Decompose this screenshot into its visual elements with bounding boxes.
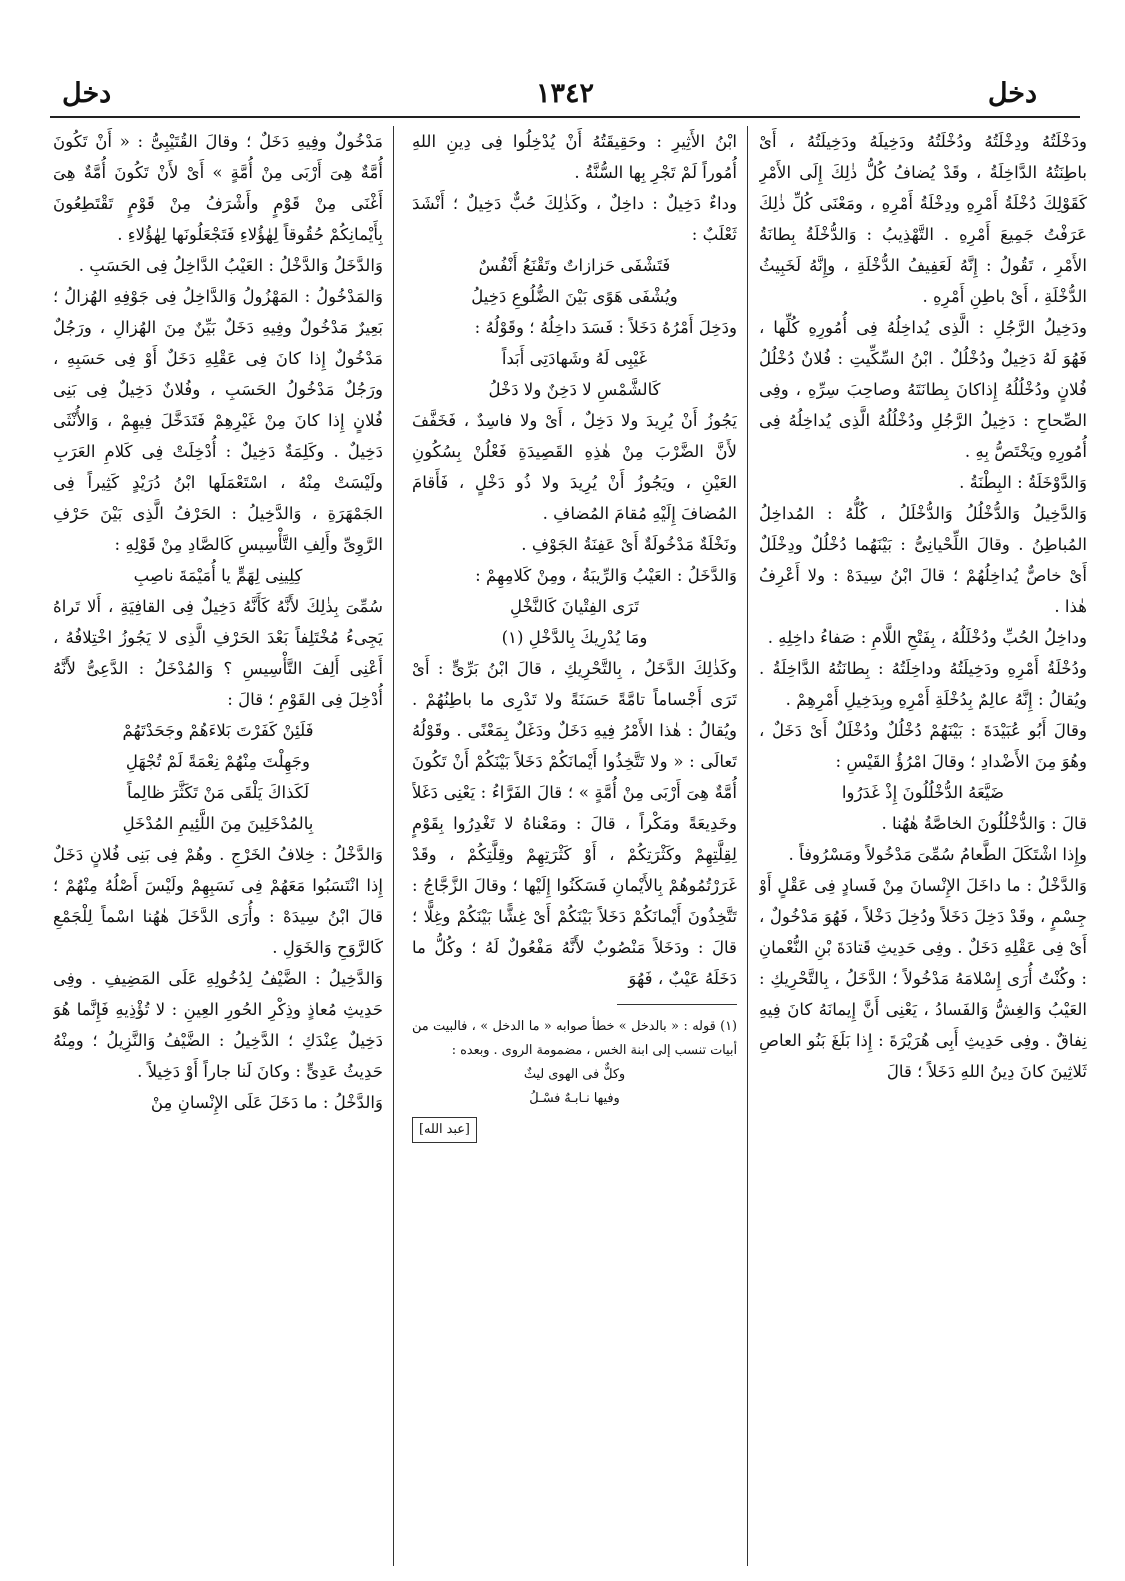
verse-line: ويُشْفَى هَوًى بَيْنَ الضُّلُوعِ دَخِيلُ	[471, 287, 678, 306]
headword-left: دخل	[62, 78, 112, 109]
verse-line: ضَيَّعَهُ الدُّخْلُلُونَ إِذْ غَدَرُوا	[841, 783, 1005, 802]
page-header	[50, 78, 1075, 118]
paragraph: وداءٌ دَخِيلٌ : داخِلٌ ، وكَذٰلِكَ حُبٌّ دَخِيلٌ ؛ أَنْشَدَ ثَعْلَبٌ :	[412, 194, 737, 244]
paragraph: وَالدَّخْلُ : ما دَخَلَ عَلَى الإِنْسانِ مِنْ	[150, 1093, 383, 1112]
footnote-signature: [عبد الله]	[412, 1117, 477, 1143]
column-right	[759, 126, 1087, 1566]
paragraph: قالَ : وَالدُّخْلُلُونَ الخاصَّةُ هٰهُنا .	[881, 814, 1087, 833]
verse-line: لَكَذاكَ يَلْقَى مَنْ تَكَثَّرَ ظالِماً	[126, 783, 310, 802]
paragraph: ودُخْلَةُ أَمْرِهِ ودَخِيلَتُهُ وداخِلَتُهُ : بِطانَتُهُ الدَّاخِلَةُ . ويُقالُ : إِنَّهُ عالِمٌ بِدُخْلَةِ أَمْرِهِ وبِدَخِيلِ أَمْرِهِمْ .	[759, 659, 1087, 709]
page-number: ١٣٤٢	[535, 78, 594, 109]
paragraph: وَالدَّخْلُ : خِلافُ الخَرْجِ . وهُمْ فِى بَنِى فُلانٍ دَخَلٌ إِذا انْتَسَبُوا مَعَهُمْ فِى نَسَبِهِمْ ولَيْسَ أَصْلُهُ مِنْهُمْ ؛ قالَ ابْنُ سِيدَهْ : وأُرَى الدَّخَلَ هٰهُنا اسْماً لِلْجَمْعِ كَالرَّوَحِ وَالخَوَلِ .	[53, 845, 383, 957]
paragraph: وقالَ أَبُو عُبَيْدَةَ : بَيْنَهُمْ دُخْلُلٌ ودُخْلَلٌ أَىْ دَخَلٌ ، وهُوَ مِنَ الأَضْدادِ ؛ وقالَ امْرُؤُ القَيْسِ :	[759, 721, 1087, 771]
verse-line: فَلَئِنْ كَفَرْتَ بَلاءَهُمْ وجَحَدْتَهُمْ	[122, 721, 314, 740]
footnote-verse: وفيها نـابـهٌ فسْـلُ	[529, 1091, 620, 1106]
paragraph: وَالمَدْخُولُ : المَهْزُولُ وَالدَّاخِلُ فِى جَوْفِهِ الهُزالُ ؛ بَعِيرٌ مَدْخُولٌ وفِيهِ دَخَلٌ بَيِّنٌ مِنَ الهُزالِ ، ورَجُلٌ مَدْخُولٌ إِذا كانَ فِى عَقْلِهِ دَخَلٌ أَوْ فِى حَسَبِهِ ، ورَجُلٌ مَدْخُولُ الحَسَبِ ، وفُلانٌ دَخِيلٌ فِى بَنِى فُلانٍ إِذا كانَ مِنْ غَيْرِهِمْ فَتَدَخَّلَ فِيهِمْ ، وَالأُنْثَى دَخِيلٌ . وكَلِمَةٌ دَخِيلٌ : أُدْخِلَتْ فِى كَلامِ العَرَبِ ولَيْسَتْ مِنْهُ ، اسْتَعْمَلَها ابْنُ دُرَيْدٍ كَثِيراً فِى الجَمْهَرَةِ ، وَالدَّخِيلُ : الحَرْفُ الَّذِى بَيْنَ حَرْفِ الرَّوِىِّ وأَلِفِ التَّأْسِيسِ كَالصَّادِ مِنْ قَوْلِهِ :	[53, 287, 383, 554]
paragraph: ودَخْلَتُهُ ودِخْلَتُهُ ودُخْلَتُهُ ودَخِيلَهُ ودَخِيلَتُهُ ، أَىْ باطِنَتُهُ الدَّاخِلَةُ ، وقَدْ يُضافُ كُلُّ ذٰلِكَ إِلَى الأَمْرِ كَقَوْلِكَ دُخْلَةُ أَمْرِهِ ودِخْلَةُ أَمْرِهِ ، ومَعْنَى كُلِّ ذٰلِكَ عَرَفْتُ جَمِيعَ أَمْرِهِ . التَّهْذِيبُ : وَالدُّخْلَةُ بِطانَةُ الأَمْرِ ، تَقُولُ : إِنَّهُ لَعَفِيفُ الدُّخْلَةِ ، وإِنَّهُ لَخَبِيثُ الدُّخْلَةِ ، أَىْ باطِنِ أَمْرِهِ .	[759, 132, 1087, 306]
paragraph: ودَخِلَ أَمْرُهُ دَخَلاً : فَسَدَ داخِلُهُ ؛ وقَوْلُهُ :	[474, 318, 737, 337]
headword-right: دخل	[987, 78, 1037, 109]
verse-line: بِالمُدْخَلِينَ مِنَ اللَّئِيمِ المُدْخَلِ	[122, 814, 314, 833]
footnote-verse: وكلٌّ فى الهوى ليثٌ	[523, 1067, 626, 1082]
footnote	[412, 1015, 737, 1137]
paragraph: سُمِّىَ بِذٰلِكَ لأَنَّهُ كَأَنَّهُ دَخِيلٌ فِى القافِيَةِ ، أَلا تَراهُ يَجِىءُ مُخْتَلِفاً بَعْدَ الحَرْفِ الَّذِى لا يَجُوزُ اخْتِلافُهُ ، أَعْنِى أَلِفَ التَّأْسِيسِ ؟ وَالمُدْخَلُ : الدَّعِىُّ لأَنَّهُ أُدْخِلَ فِى القَوْمِ ؛ قالَ :	[53, 597, 383, 709]
paragraph: وَالدَّوْخَلَةُ : البِطْنَةُ .	[959, 473, 1087, 492]
verse-line: كِلِينِى لِهَمٍّ يا أُمَيْمَةَ ناصِبِ	[133, 566, 303, 585]
verse-line: وجَهِلْتَ مِنْهُمْ نِعْمَةً لَمْ تُجْهَلِ	[125, 752, 311, 771]
column-middle	[412, 126, 737, 1566]
paragraph: مَدْخُولٌ وفِيهِ دَخَلٌ ؛ وقالَ القُتَيْبِىُّ : « أَنْ تَكُونَ أُمَّةٌ هِىَ أَرْبَى مِنْ أُمَّةٍ » أَىْ لأَنْ تَكُونَ أُمَّةٌ هِىَ أَغْنَى مِنْ قَوْمٍ وأَشْرَفُ مِنْ قَوْمٍ تَقْتَطِعُونَ بِأَيْمانِكُمْ حُقُوقاً لِهٰؤُلاءِ فَتَجْعَلُونَها لِهٰؤُلاءِ .	[53, 132, 383, 244]
paragraph: وداخِلُ الحُبِّ ودُخْلَلُهُ ، بِفَتْحِ اللَّامِ : صَفاءُ داخِلِهِ .	[767, 628, 1087, 647]
paragraph: ودَخِيلُ الرَّجُلِ : الَّذِى يُداخِلُهُ فِى أُمُورِهِ كُلِّها ، فَهُوَ لَهُ دَخِيلٌ ودُخْلُلٌ . ابْنُ السِّكِّيتِ : فُلانٌ دُخْلُلُ فُلانٍ ودُخْلُلُهُ إِذاكانَ بِطانَتَهُ وصاحِبَ سِرِّهِ ، وفِى الصِّحاحِ : دَخِيلُ الرَّجُلِ ودُخْلُلُهُ الَّذِى يُداخِلُهُ فِى أُمُورِهِ ويَخْتَصُّ بِهِ .	[759, 318, 1087, 461]
column-left	[53, 126, 383, 1566]
paragraph: ونَخْلَةٌ مَدْخُولَةٌ أَىْ عَفِنَةُ الجَوْفِ .	[521, 535, 737, 554]
paragraph: وَالدَّخِيلُ وَالدُّخْلُلُ وَالدُّخْلَلُ ، كُلُّهُ : المُداخِلُ المُباطِنُ . وقالَ اللِّحْيانِىُّ : بَيْنَهُما دُخْلُلٌ ودِخْلَلٌ أَىْ خاصٌّ يُداخِلُهُمْ ؛ قالَ ابْنُ سِيدَهْ : ولا أَعْرِفُ هٰذا .	[759, 504, 1087, 616]
paragraph: وَالدَّخَلُ : العَيْبُ وَالرِّيبَةُ ، ومِنْ كَلامِهِمْ :	[475, 566, 737, 585]
column-divider-left	[393, 126, 394, 1566]
paragraph: ابْنُ الأَثِيرِ : وحَقِيقَتُهُ أَنْ يُدْخِلُوا فِى دِينِ اللهِ أُمُوراً لَمْ تَجْرِ بِها السُّنَّةُ .	[412, 132, 737, 182]
paragraph: وَالدَّخَلُ وَالدَّخْلُ : العَيْبُ الدَّاخِلُ فِى الحَسَبِ .	[78, 256, 383, 275]
header-rule	[50, 116, 1080, 118]
verse-line: غَيْبِى لَهُ وشَهادَتِى أَبَداً	[501, 349, 648, 368]
verse-line: تَرَى الفِتْيانَ كَالنَّخْلِ	[510, 597, 639, 616]
paragraph: وإِذا اشْتَكَلَ الطَّعامُ سُمِّىَ مَدْخُولاً ومَسْرُوفاً .	[788, 845, 1087, 864]
paragraph: وَالدَّخِيلُ : الضَّيْفُ لِدُخُولِهِ عَلَى المَضِيفِ . وفِى حَدِيثِ مُعاذٍ وذِكْرِ الحُورِ العِينِ : لا تُؤْذِيهِ فَإِنَّما هُوَ دَخِيلٌ عِنْدَكِ ؛ الدَّخِيلُ : الضَّيْفُ وَالنَّزِيلُ ؛ ومِنْهُ حَدِيثُ عَدِىٍّ : وكانَ لَنا جاراً أَوْ دَخِيلاً .	[53, 969, 383, 1081]
column-divider-right	[747, 126, 748, 1566]
paragraph: وَالدَّخْلُ : ما داخَلَ الإِنْسانَ مِنْ فَسادٍ فِى عَقْلٍ أَوْ جِسْمٍ ، وقَدْ دَخِلَ دَخَلاً ودُخِلَ دَخْلاً ، فَهُوَ مَدْخُولٌ ، أَىْ فِى عَقْلِهِ دَخَلٌ . وفِى حَدِيثِ قَتادَةَ بْنِ النُّعْمانِ : وكُنْتُ أُرَى إِسْلامَهُ مَدْخُولاً ؛ الدَّخَلُ ، بِالتَّحْرِيكِ : العَيْبُ وَالغِشُّ وَالفَسادُ ، يَعْنِى أَنَّ إِيمانَهُ كانَ فِيهِ نِفاقٌ . وفِى حَدِيثِ أَبِى هُرَيْرَةَ : إِذا بَلَغَ بَنُو العاصِ ثَلاثِينَ كانَ دِينُ اللهِ دَخَلاً ؛ قالَ	[759, 876, 1087, 1081]
paragraph: يَجُوزُ أَنْ يُرِيدَ ولا دَخِلٌ ، أَىْ ولا فاسِدٌ ، فَخَفَّفَ لأَنَّ الضَّرْبَ مِنْ هٰذِهِ القَصِيدَةِ فَعْلُنْ بِسُكُونِ العَيْنِ ، ويَجُوزُ أَنْ يُرِيدَ ولا ذُو دَخْلٍ ، فَأَقامَ المُضافَ إِلَيْهِ مُقامَ المُضافِ .	[412, 411, 737, 523]
verse-line: ومَا يُدْرِيكَ بِالدَّخْلِ (١)	[501, 628, 648, 647]
footnote-rule	[617, 1004, 737, 1005]
footnote-text: (١) قوله : « بالدخل » خطأ صوابه « ما الدخل » ، فالبيت من أبيات تنسب إلى ابنة الخس ، مضمومة الروى . وبعده :	[412, 1019, 737, 1058]
paragraph: وكَذٰلِكَ الدَّخَلُ ، بِالتَّحْرِيكِ ، قالَ ابْنُ بَرِّىٍّ : أَىْ تَرَى أَجْساماً تامَّةً حَسَنَةً ولا تَدْرِى ما باطِنُهُمْ . ويُقالُ : هٰذا الأَمْرُ فِيهِ دَخَلٌ ودَغَلٌ بِمَعْنًى . وقَوْلُهُ تَعالَى : « ولا تَتَّخِذُوا أَيْمانَكُمْ دَخَلاً بَيْنَكُمْ أَنْ تَكُونَ أُمَّةٌ هِىَ أَرْبَى مِنْ أُمَّةٍ » ؛ قالَ الفَرَّاءُ : يَعْنِى دَغَلاً وخَدِيعَةً ومَكْراً ، قالَ : ومَعْناهُ لا تَغْدِرُوا بِقَوْمٍ لِقِلَّتِهِمْ وكَثْرَتِكُمْ ، أَوْ كَثْرَتِهِمْ وقِلَّتِكُمْ ، وقَدْ غَرَرْتُمُوهُمْ بِالأَيْمانِ فَسَكَنُوا إِلَيْها ؛ وقالَ الزَّجَّاجُ : تَتَّخِذُونَ أَيْمانَكُمْ دَخَلاً بَيْنَكُمْ أَىْ غِشًّا بَيْنَكُمْ وغِلًّا ؛ قالَ : ودَخَلاً مَنْصُوبٌ لأَنَّهُ مَفْعُولٌ لَهُ ؛ وكُلُّ ما دَخَلَهُ عَيْبٌ ، فَهُوَ	[412, 659, 737, 988]
verse-line: كَالشَّمْسِ لا دَخِنٌ ولا دَخْلُ	[488, 380, 661, 399]
verse-line: فَتَشْفَى حَزازاتٌ وتَقْنَعُ أَنْفُسٌ	[478, 256, 671, 275]
